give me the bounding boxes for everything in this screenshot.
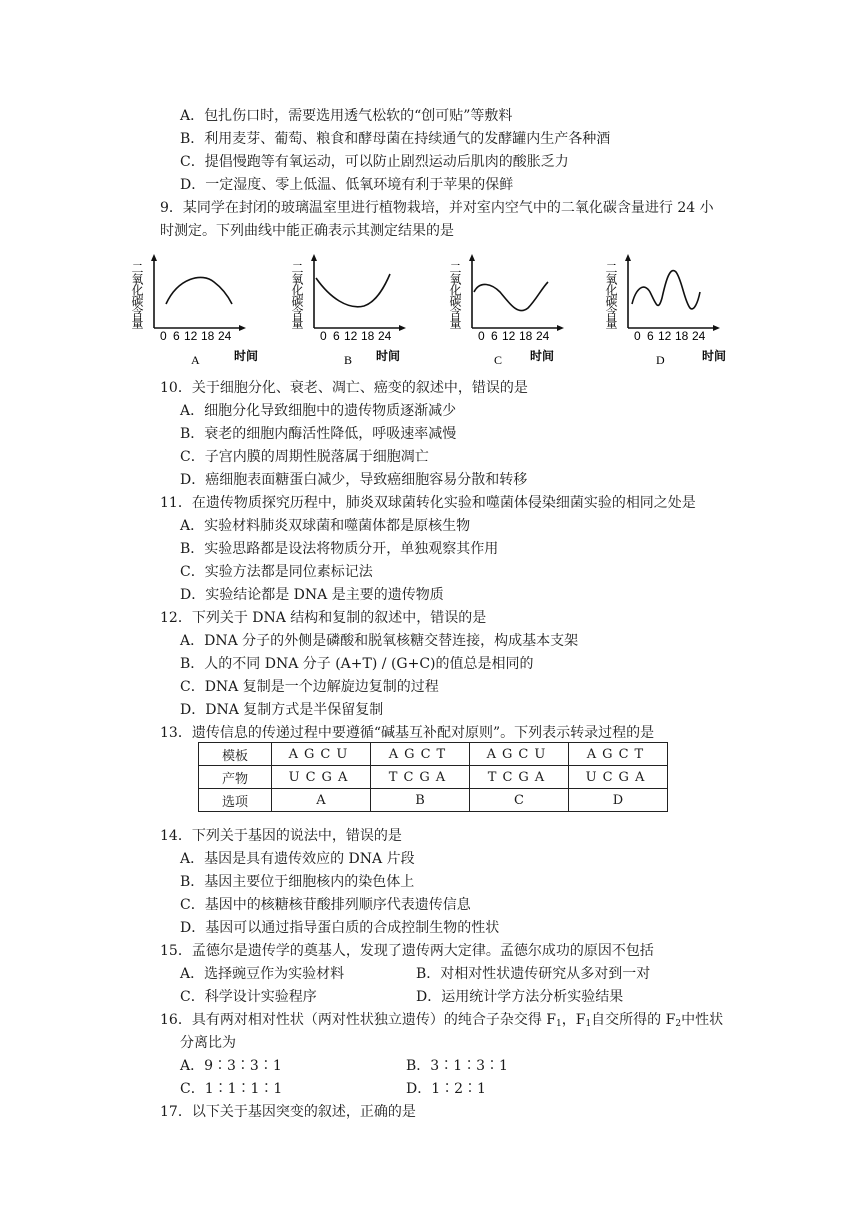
q16-stem xyxy=(160,1010,723,1034)
q14-option-a: A．基因是具有遗传效应的 DNA 片段 xyxy=(180,851,415,867)
graph-ylabel: 二氧化碳含量 xyxy=(130,262,144,328)
q15-option-c: C．科学设计实验程序 xyxy=(180,989,317,1005)
q9-graph-b xyxy=(290,252,430,370)
table-row-header: 产物 xyxy=(199,766,272,789)
graph-letter: A xyxy=(191,353,200,367)
graph-letter: B xyxy=(344,353,353,367)
graph-ylabel: 二氧化碳含量 xyxy=(604,262,618,328)
subscript-1: 1 xyxy=(585,1019,592,1029)
table-row xyxy=(199,789,668,812)
table-cell: A xyxy=(272,789,371,812)
tick-0: 0 xyxy=(160,329,167,343)
table-cell: AGCU xyxy=(272,743,371,766)
q9-stem-line1: 9．某同学在封闭的玻璃温室里进行植物栽培，并对室内空气中的二氧化碳含量进行 24 小 xyxy=(160,200,714,216)
tick-24: 24 xyxy=(692,329,706,343)
tick-0: 0 xyxy=(478,329,485,343)
q16-stem-part1: 16．具有两对相对性状（两对性状独立遗传）的纯合子杂交得 F xyxy=(160,1012,556,1028)
table-row-header: 模板 xyxy=(199,743,272,766)
tick-24: 24 xyxy=(536,329,550,343)
q8-option-c: C．提倡慢跑等有氧运动，可以防止剧烈运动后肌肉的酸胀乏力 xyxy=(180,154,569,170)
tick-12: 12 xyxy=(184,329,198,343)
q12-option-d: D．DNA 复制方式是半保留复制 xyxy=(180,702,384,718)
tick-6: 6 xyxy=(333,329,340,343)
graph-xlabel: 时间 xyxy=(530,349,555,363)
q11-option-d: D．实验结论都是 DNA 是主要的遗传物质 xyxy=(180,587,444,603)
q12-option-b: B．人的不同 DNA 分子 (A+T) / (G+C)的值总是相同的 xyxy=(180,656,534,672)
q16-stem-part4: 中性状 xyxy=(681,1012,724,1028)
q10-option-c: C．子宫内膜的周期性脱落属于细胞凋亡 xyxy=(180,449,429,465)
q16-option-a: A．9∶3∶3∶1 xyxy=(180,1058,282,1074)
q9-graph-c xyxy=(448,252,588,370)
tick-18: 18 xyxy=(519,329,533,343)
tick-6: 6 xyxy=(491,329,498,343)
tick-24: 24 xyxy=(218,329,232,343)
q15-option-b: B．对相对性状遗传研究从多对到一对 xyxy=(416,966,651,982)
q12-stem: 12．下列关于 DNA 结构和复制的叙述中，错误的是 xyxy=(160,610,487,626)
tick-0: 0 xyxy=(320,329,327,343)
q16-stem-line2: 分离比为 xyxy=(180,1035,236,1051)
table-cell: AGCT xyxy=(371,743,470,766)
table-cell: UCGA xyxy=(272,766,371,789)
tick-6: 6 xyxy=(647,329,654,343)
table-cell: B xyxy=(371,789,470,812)
tick-0: 0 xyxy=(634,329,641,343)
q12-option-c: C．DNA 复制是一个边解旋边复制的过程 xyxy=(180,679,439,695)
q9-graph-d-svg xyxy=(604,252,744,370)
graph-xlabel: 时间 xyxy=(702,349,727,363)
table-cell: UCGA xyxy=(569,766,668,789)
table-cell: AGCT xyxy=(569,743,668,766)
q8-option-d: D．一定湿度、零上低温、低氧环境有利于苹果的保鲜 xyxy=(180,177,514,193)
q11-stem: 11．在遗传物质探究历程中，肺炎双球菌转化实验和噬菌体侵染细菌实验的相同之处是 xyxy=(160,495,696,511)
q9-graph-d xyxy=(604,252,744,370)
q10-stem: 10．关于细胞分化、衰老、凋亡、癌变的叙述中，错误的是 xyxy=(160,380,528,396)
graph-letter: D xyxy=(656,353,665,367)
tick-18: 18 xyxy=(675,329,689,343)
subscript-2: 2 xyxy=(675,1019,682,1029)
q16-stem-part3: 自交所得的 F xyxy=(591,1012,676,1028)
table-cell: C xyxy=(470,789,569,812)
tick-18: 18 xyxy=(361,329,375,343)
table-row xyxy=(199,743,668,766)
table-cell: TCGA xyxy=(371,766,470,789)
q14-option-c: C．基因中的核糖核苷酸排列顺序代表遗传信息 xyxy=(180,897,471,913)
q9-graph-a-svg xyxy=(130,252,270,370)
q10-option-a: A．细胞分化导致细胞中的遗传物质逐渐减少 xyxy=(180,403,457,419)
tick-12: 12 xyxy=(658,329,672,343)
tick-18: 18 xyxy=(201,329,215,343)
table-cell: AGCU xyxy=(470,743,569,766)
graph-ylabel: 二氧化碳含量 xyxy=(290,262,304,328)
q13-table xyxy=(198,742,668,812)
q16-option-d: D．1∶2∶1 xyxy=(406,1081,486,1097)
q15-option-a: A．选择豌豆作为实验材料 xyxy=(180,966,345,982)
graph-xlabel: 时间 xyxy=(376,349,401,363)
q15-stem: 15．孟德尔是遗传学的奠基人，发现了遗传两大定律。孟德尔成功的原因不包括 xyxy=(160,943,654,959)
q12-option-a: A．DNA 分子的外侧是磷酸和脱氧核糖交替连接，构成基本支架 xyxy=(180,633,579,649)
tick-12: 12 xyxy=(502,329,516,343)
q15-option-d: D．运用统计学方法分析实验结果 xyxy=(416,989,624,1005)
q16-option-c: C．1∶1∶1∶1 xyxy=(180,1081,283,1097)
q11-option-a: A．实验材料肺炎双球菌和噬菌体都是原核生物 xyxy=(180,518,471,534)
q9-graph-a xyxy=(130,252,270,370)
graph-xlabel: 时间 xyxy=(234,349,259,363)
table-row xyxy=(199,766,668,789)
tick-6: 6 xyxy=(173,329,180,343)
q14-option-d: D．基因可以通过指导蛋白质的合成控制生物的性状 xyxy=(180,920,500,936)
q8-option-a: A．包扎伤口时，需要选用透气松软的“创可贴”等敷料 xyxy=(180,108,513,124)
q11-option-c: C．实验方法都是同位素标记法 xyxy=(180,564,373,580)
graph-letter: C xyxy=(494,353,503,367)
q10-option-b: B．衰老的细胞内酶活性降低，呼吸速率减慢 xyxy=(180,426,457,442)
q17-stem: 17．以下关于基因突变的叙述，正确的是 xyxy=(160,1104,416,1120)
q14-stem: 14．下列关于基因的说法中，错误的是 xyxy=(160,828,402,844)
q14-option-b: B．基因主要位于细胞核内的染色体上 xyxy=(180,874,415,890)
table-cell: D xyxy=(569,789,668,812)
q9-graph-c-svg xyxy=(448,252,588,370)
q16-option-b: B．3∶1∶3∶1 xyxy=(406,1058,508,1074)
q13-stem: 13．遗传信息的传递过程中要遵循“碱基互补配对原则”。下列表示转录过程的是 xyxy=(160,725,655,741)
q9-graph-b-svg xyxy=(290,252,430,370)
graph-ylabel: 二氧化碳含量 xyxy=(448,262,462,328)
q16-stem-part2: ，F xyxy=(561,1012,586,1028)
q11-option-b: B．实验思路都是设法将物质分开，单独观察其作用 xyxy=(180,541,499,557)
q10-option-d: D．癌细胞表面糖蛋白减少，导致癌细胞容易分散和转移 xyxy=(180,472,528,488)
table-cell: TCGA xyxy=(470,766,569,789)
subscript-1: 1 xyxy=(555,1019,562,1029)
q9-stem-line2: 时测定。下列曲线中能正确表示其测定结果的是 xyxy=(160,223,454,239)
q8-option-b: B．利用麦芽、葡萄、粮食和酵母菌在持续通气的发酵罐内生产各种酒 xyxy=(180,131,611,147)
table-row-header: 选项 xyxy=(199,789,272,812)
tick-24: 24 xyxy=(378,329,392,343)
tick-12: 12 xyxy=(344,329,358,343)
